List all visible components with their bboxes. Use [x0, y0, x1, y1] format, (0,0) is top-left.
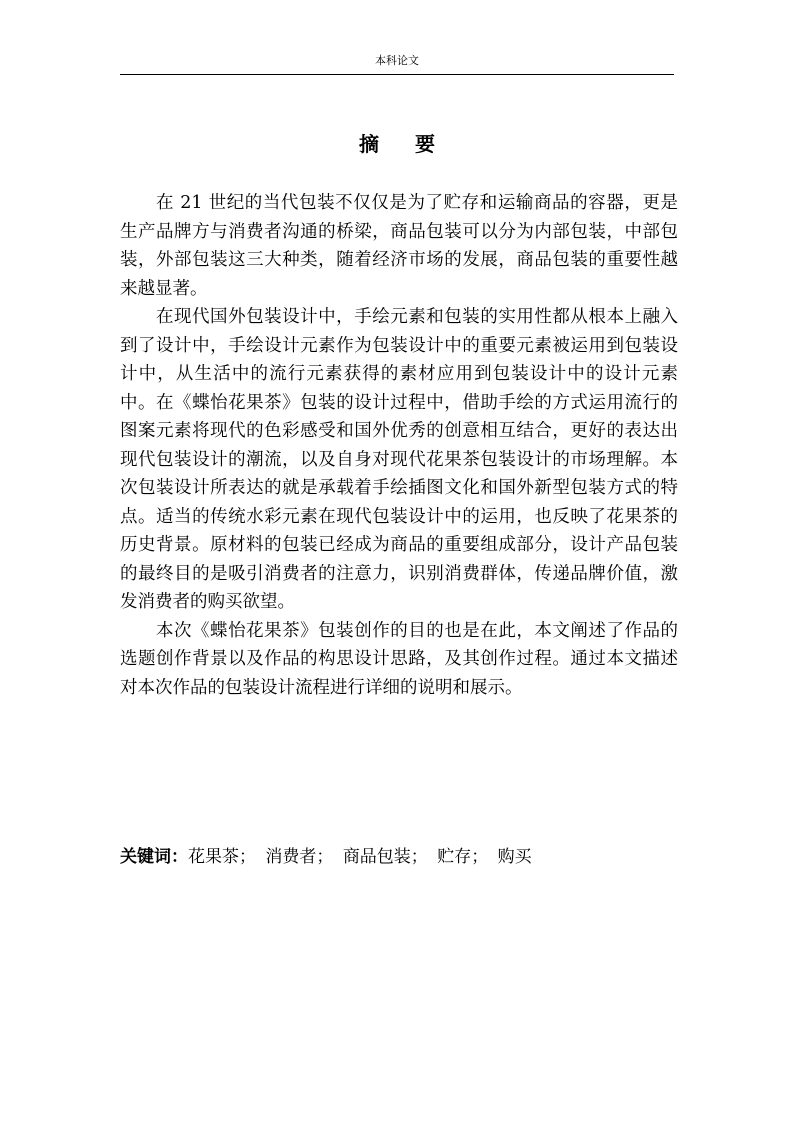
abstract-title: 摘要 [359, 132, 471, 156]
page-header [120, 54, 674, 75]
keywords-line [120, 845, 678, 869]
abstract-body [120, 189, 678, 702]
running-title: 本科论文 [375, 54, 419, 67]
abstract-paragraph: 在现代国外包装设计中，手绘元素和包装的实用性都从根本上融入到了设计中，手绘设计元素作为包装设计中的重要元素被运用到包装设计中，从生活中的流行元素获得的素材应用到包装设计中的设计元素中。在《蝶怡花果茶》包装的设计过程中，借助手绘的方式运用流行的图案元素将现代的色彩感受和国外优秀的创意相互结合，更好的表达出现代包装设计的潮流，以及自身对现代花果茶包装设计的市场理解。本次包装设计所表达的就是承载着手绘插图文化和国外新型包装方式的特点。适当的传统水彩元素在现代包装设计中的运用，也反映了花果茶的历史背景。原材料的包装已经成为商品的重要组成部分，设计产品包装的最终目的是吸引消费者的注意力，识别消费群体，传递品牌价值，激发消费者的购买欲望。 [120, 307, 678, 612]
keyword-item: 商品包装； [342, 847, 428, 867]
abstract-paragraph: 在 21 世纪的当代包装不仅仅是为了贮存和运输商品的容器，更是生产品牌方与消费者沟通的桥梁，商品包装可以分为内部包装，中部包装，外部包装这三大种类，随着经济市场的发展，商品包装的重要性越来越显著。 [120, 193, 678, 299]
keyword-item: 消费者； [265, 847, 334, 867]
keyword-item: 购买 [497, 847, 532, 867]
keyword-item: 贮存； [437, 847, 489, 867]
keyword-item: 花果茶； [188, 847, 256, 867]
abstract-paragraph: 本次《蝶怡花果茶》包装创作的目的也是在此，本文阐述了作品的选题创作背景以及作品的构思设计思路，及其创作过程。通过本文描述对本次作品的包装设计流程进行详细的说明和展示。 [120, 620, 678, 698]
keywords-label: 关键词： [120, 847, 188, 867]
